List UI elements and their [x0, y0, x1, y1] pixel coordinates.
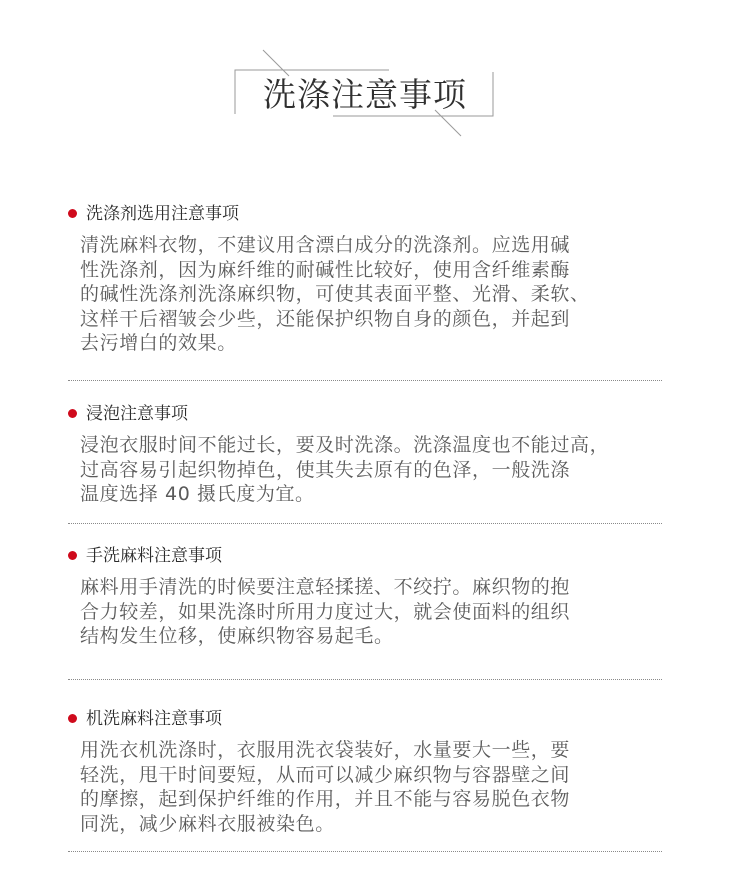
red-bullet-icon: [68, 551, 77, 560]
red-bullet-icon: [68, 409, 77, 418]
body-line: 温度选择 40 摄氏度为宜。: [80, 483, 315, 505]
section-heading-text: 机洗麻料注意事项: [86, 709, 222, 729]
section-heading-text: 洗涤剂选用注意事项: [86, 204, 239, 224]
body-line: 的摩擦，起到保护纤维的作用，并且不能与容易脱色衣物: [80, 788, 571, 810]
dotted-divider: [68, 851, 662, 852]
body-line: 同洗，减少麻料衣服被染色。: [80, 812, 335, 835]
section-body: [80, 575, 662, 649]
section-heading: [68, 543, 662, 569]
section-heading: [68, 201, 662, 227]
section-machine-wash: [68, 706, 662, 836]
section-soaking: [68, 401, 662, 507]
section-heading-text: 手洗麻料注意事项: [86, 546, 222, 566]
body-line: 用洗衣机洗涤时，衣服用洗衣袋装好，水量要大一些，要: [80, 739, 571, 761]
section-hand-wash: [68, 543, 662, 649]
body-line: 过高容易引起织物掉色，使其失去原有的色泽，一般洗涤: [80, 458, 571, 481]
section-heading-text: 浸泡注意事项: [86, 404, 188, 424]
section-heading: [68, 401, 662, 427]
red-bullet-icon: [68, 714, 77, 723]
section-body: [80, 738, 662, 836]
section-body: [80, 233, 662, 356]
body-line: 这样干后褶皱会少些，还能保护织物自身的颜色，并起到: [80, 307, 571, 330]
red-bullet-icon: [68, 209, 77, 218]
dotted-divider: [68, 679, 662, 680]
body-line: 的碱性洗涤剂洗涤麻织物，可使其表面平整、光滑、柔软、: [80, 283, 590, 305]
section-detergent: [68, 201, 662, 356]
body-line: 合力较差，如果洗涤时所用力度过大，就会使面料的组织: [80, 600, 571, 623]
section-body: [80, 433, 662, 507]
page-title: 洗涤注意事项: [263, 75, 467, 114]
body-line: 结构发生位移，使麻织物容易起毛。: [80, 625, 394, 647]
body-line: 去污增白的效果。: [80, 332, 237, 354]
body-line: 清洗麻料衣物，不建议用含漂白成分的洗涤剂。应选用碱: [80, 234, 571, 256]
title-block: [229, 48, 497, 138]
body-line: 性洗涤剂，因为麻纤维的耐碱性比较好，使用含纤维素酶: [80, 258, 571, 281]
dotted-divider: [68, 523, 662, 524]
section-heading: [68, 706, 662, 732]
body-line: 麻料用手清洗的时候要注意轻揉搓、不绞拧。麻织物的抱: [80, 576, 571, 598]
body-line: 浸泡衣服时间不能过长，要及时洗涤。洗涤温度也不能过高，: [80, 434, 610, 456]
body-line: 轻洗，甩干时间要短，从而可以减少麻织物与容器壁之间: [80, 763, 571, 786]
dotted-divider: [68, 380, 662, 381]
